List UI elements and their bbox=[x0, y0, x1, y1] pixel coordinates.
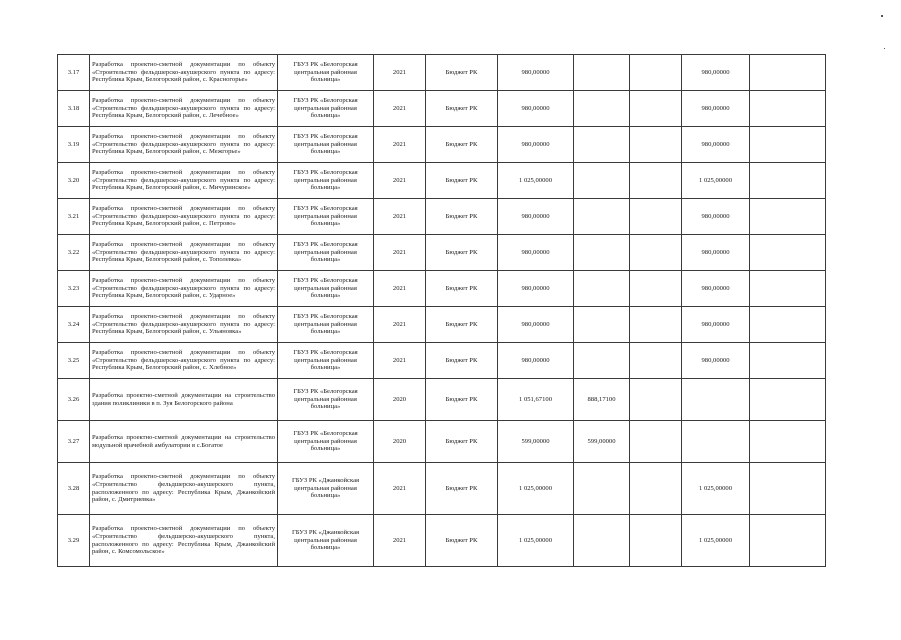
row-amount-2021: 980,00000 bbox=[682, 127, 750, 163]
row-year: 2021 bbox=[374, 307, 426, 343]
table-row bbox=[58, 91, 826, 127]
row-number: 3.20 bbox=[58, 163, 90, 199]
row-amount-2021: 980,00000 bbox=[682, 199, 750, 235]
row-year: 2021 bbox=[374, 199, 426, 235]
row-executor: ГБУЗ РК «Белогорская центральная районная больница» bbox=[278, 163, 374, 199]
row-amount-2020 bbox=[574, 91, 630, 127]
row-executor: ГБУЗ РК «Белогорская центральная районная больница» bbox=[278, 91, 374, 127]
row-number: 3.26 bbox=[58, 379, 90, 421]
row-source: Бюджет РК bbox=[426, 199, 498, 235]
row-total: 980,00000 bbox=[498, 307, 574, 343]
row-amount-2020 bbox=[574, 55, 630, 91]
row-amount-2020 bbox=[574, 271, 630, 307]
row-total: 1 051,67100 bbox=[498, 379, 574, 421]
row-total: 1 025,00000 bbox=[498, 163, 574, 199]
empty-cell bbox=[750, 463, 826, 515]
row-description: Разработка проектно-сметной документации по объекту «Строительство фельдшерско-акушерского пункта по адресу: Республика Крым, Белогорский район, с. Межгорье» bbox=[90, 127, 278, 163]
row-number: 3.23 bbox=[58, 271, 90, 307]
row-year: 2021 bbox=[374, 343, 426, 379]
row-amount-2020: 888,17100 bbox=[574, 379, 630, 421]
table-row bbox=[58, 307, 826, 343]
empty-cell bbox=[630, 463, 682, 515]
row-description: Разработка проектно-сметной документации по объекту «Строительство фельдшерско-акушерского пункта по адресу: Республика Крым, Белогорский район, с. Мичуринское» bbox=[90, 163, 278, 199]
row-executor: ГБУЗ РК «Джанкойская центральная районная больница» bbox=[278, 515, 374, 567]
row-year: 2021 bbox=[374, 235, 426, 271]
row-amount-2021: 980,00000 bbox=[682, 271, 750, 307]
empty-cell bbox=[750, 515, 826, 567]
empty-cell bbox=[750, 271, 826, 307]
scan-speck bbox=[881, 15, 883, 17]
row-total: 980,00000 bbox=[498, 91, 574, 127]
table-row bbox=[58, 271, 826, 307]
empty-cell bbox=[750, 379, 826, 421]
row-total: 980,00000 bbox=[498, 235, 574, 271]
row-number: 3.28 bbox=[58, 463, 90, 515]
empty-cell bbox=[750, 343, 826, 379]
row-amount-2021: 1 025,00000 bbox=[682, 463, 750, 515]
row-description: Разработка проектно-сметной документации по объекту «Строительство фельдшерско-акушерского пункта по адресу: Республика Крым, Белогорский район, с. Ударное» bbox=[90, 271, 278, 307]
row-total: 1 025,00000 bbox=[498, 463, 574, 515]
empty-cell bbox=[630, 515, 682, 567]
row-source: Бюджет РК bbox=[426, 127, 498, 163]
row-source: Бюджет РК bbox=[426, 379, 498, 421]
row-year: 2021 bbox=[374, 163, 426, 199]
row-description: Разработка проектно-сметной документации по объекту «Строительство фельдшерско-акушерского пункта по адресу: Республика Крым, Белогорский район, с. Красногорье» bbox=[90, 55, 278, 91]
row-total: 599,00000 bbox=[498, 421, 574, 463]
table-row bbox=[58, 163, 826, 199]
empty-cell bbox=[750, 163, 826, 199]
empty-cell bbox=[630, 127, 682, 163]
row-description: Разработка проектно-сметной документации на строительство модульной врачебной амбулатории в с.Богатое bbox=[90, 421, 278, 463]
table-row bbox=[58, 421, 826, 463]
empty-cell bbox=[630, 307, 682, 343]
row-executor: ГБУЗ РК «Джанкойская центральная районная больница» bbox=[278, 463, 374, 515]
row-description: Разработка проектно-сметной документации по объекту «Строительство фельдшерско-акушерского пункта, расположенного по адресу: Республика Крым, Джанкойский район, с. Дмитриевка» bbox=[90, 463, 278, 515]
row-amount-2021: 1 025,00000 bbox=[682, 163, 750, 199]
row-description: Разработка проектно-сметной документации по объекту «Строительство фельдшерско-акушерского пункта по адресу: Республика Крым, Белогорский район, с. Ульяновка» bbox=[90, 307, 278, 343]
row-source: Бюджет РК bbox=[426, 163, 498, 199]
row-amount-2021: 980,00000 bbox=[682, 91, 750, 127]
row-total: 980,00000 bbox=[498, 199, 574, 235]
empty-cell bbox=[750, 127, 826, 163]
row-year: 2021 bbox=[374, 271, 426, 307]
empty-cell bbox=[630, 343, 682, 379]
empty-cell bbox=[630, 199, 682, 235]
row-number: 3.29 bbox=[58, 515, 90, 567]
table-row bbox=[58, 343, 826, 379]
row-executor: ГБУЗ РК «Белогорская центральная районная больница» bbox=[278, 235, 374, 271]
table-row bbox=[58, 127, 826, 163]
row-executor: ГБУЗ РК «Белогорская центральная районная больница» bbox=[278, 307, 374, 343]
row-total: 980,00000 bbox=[498, 55, 574, 91]
row-number: 3.27 bbox=[58, 421, 90, 463]
row-description: Разработка проектно-сметной документации по объекту «Строительство фельдшерско-акушерского пункта по адресу: Республика Крым, Белогорский район, с. Лечебное» bbox=[90, 91, 278, 127]
table-row bbox=[58, 55, 826, 91]
row-amount-2021: 980,00000 bbox=[682, 307, 750, 343]
row-amount-2021 bbox=[682, 379, 750, 421]
row-description: Разработка проектно-сметной документации по объекту «Строительство фельдшерско-акушерского пункта, расположенного по адресу: Республика Крым, Джанкойский район, с. Комсомольское» bbox=[90, 515, 278, 567]
row-executor: ГБУЗ РК «Белогорская центральная районная больница» bbox=[278, 379, 374, 421]
table-row bbox=[58, 199, 826, 235]
row-year: 2020 bbox=[374, 379, 426, 421]
empty-cell bbox=[750, 235, 826, 271]
row-total: 980,00000 bbox=[498, 271, 574, 307]
row-executor: ГБУЗ РК «Белогорская центральная районная больница» bbox=[278, 199, 374, 235]
row-source: Бюджет РК bbox=[426, 235, 498, 271]
row-source: Бюджет РК bbox=[426, 421, 498, 463]
row-amount-2020 bbox=[574, 163, 630, 199]
row-number: 3.22 bbox=[58, 235, 90, 271]
empty-cell bbox=[630, 379, 682, 421]
row-number: 3.17 bbox=[58, 55, 90, 91]
row-description: Разработка проектно-сметной документации по объекту «Строительство фельдшерско-акушерского пункта по адресу: Республика Крым, Белогорский район, с. Тополевка» bbox=[90, 235, 278, 271]
row-amount-2020: 599,00000 bbox=[574, 421, 630, 463]
row-source: Бюджет РК bbox=[426, 515, 498, 567]
row-source: Бюджет РК bbox=[426, 271, 498, 307]
row-total: 980,00000 bbox=[498, 343, 574, 379]
table-row bbox=[58, 235, 826, 271]
empty-cell bbox=[750, 91, 826, 127]
scan-speck bbox=[884, 48, 885, 49]
empty-cell bbox=[750, 55, 826, 91]
empty-cell bbox=[630, 271, 682, 307]
row-amount-2020 bbox=[574, 199, 630, 235]
row-number: 3.19 bbox=[58, 127, 90, 163]
row-year: 2021 bbox=[374, 55, 426, 91]
row-amount-2020 bbox=[574, 463, 630, 515]
empty-cell bbox=[750, 307, 826, 343]
row-year: 2021 bbox=[374, 127, 426, 163]
table-row bbox=[58, 463, 826, 515]
empty-cell bbox=[630, 91, 682, 127]
row-amount-2021: 1 025,00000 bbox=[682, 515, 750, 567]
row-description: Разработка проектно-сметной документации по объекту «Строительство фельдшерско-акушерского пункта по адресу: Республика Крым, Белогорский район, с. Хлебное» bbox=[90, 343, 278, 379]
empty-cell bbox=[630, 235, 682, 271]
budget-table bbox=[57, 54, 826, 567]
row-amount-2021: 980,00000 bbox=[682, 235, 750, 271]
empty-cell bbox=[630, 163, 682, 199]
row-amount-2020 bbox=[574, 515, 630, 567]
row-executor: ГБУЗ РК «Белогорская центральная районная больница» bbox=[278, 271, 374, 307]
row-source: Бюджет РК bbox=[426, 91, 498, 127]
row-year: 2021 bbox=[374, 91, 426, 127]
row-year: 2021 bbox=[374, 463, 426, 515]
row-amount-2020 bbox=[574, 307, 630, 343]
row-amount-2020 bbox=[574, 127, 630, 163]
empty-cell bbox=[630, 55, 682, 91]
row-executor: ГБУЗ РК «Белогорская центральная районная больница» bbox=[278, 55, 374, 91]
row-number: 3.24 bbox=[58, 307, 90, 343]
row-number: 3.21 bbox=[58, 199, 90, 235]
row-amount-2021 bbox=[682, 421, 750, 463]
row-source: Бюджет РК bbox=[426, 343, 498, 379]
row-source: Бюджет РК bbox=[426, 55, 498, 91]
row-number: 3.25 bbox=[58, 343, 90, 379]
row-amount-2021: 980,00000 bbox=[682, 55, 750, 91]
row-amount-2021: 980,00000 bbox=[682, 343, 750, 379]
empty-cell bbox=[630, 421, 682, 463]
row-description: Разработка проектно-сметной документации на строительство здания поликлиники в п. Зуя Белогорского района bbox=[90, 379, 278, 421]
row-executor: ГБУЗ РК «Белогорская центральная районная больница» bbox=[278, 421, 374, 463]
row-amount-2020 bbox=[574, 343, 630, 379]
empty-cell bbox=[750, 421, 826, 463]
row-total: 980,00000 bbox=[498, 127, 574, 163]
empty-cell bbox=[750, 199, 826, 235]
row-number: 3.18 bbox=[58, 91, 90, 127]
table-row bbox=[58, 379, 826, 421]
row-year: 2020 bbox=[374, 421, 426, 463]
row-total: 1 025,00000 bbox=[498, 515, 574, 567]
row-executor: ГБУЗ РК «Белогорская центральная районная больница» bbox=[278, 343, 374, 379]
row-year: 2021 bbox=[374, 515, 426, 567]
row-source: Бюджет РК bbox=[426, 463, 498, 515]
row-source: Бюджет РК bbox=[426, 307, 498, 343]
row-amount-2020 bbox=[574, 235, 630, 271]
row-description: Разработка проектно-сметной документации по объекту «Строительство фельдшерско-акушерского пункта по адресу: Республика Крым, Белогорский район, с. Петрово» bbox=[90, 199, 278, 235]
table-row bbox=[58, 515, 826, 567]
row-executor: ГБУЗ РК «Белогорская центральная районная больница» bbox=[278, 127, 374, 163]
